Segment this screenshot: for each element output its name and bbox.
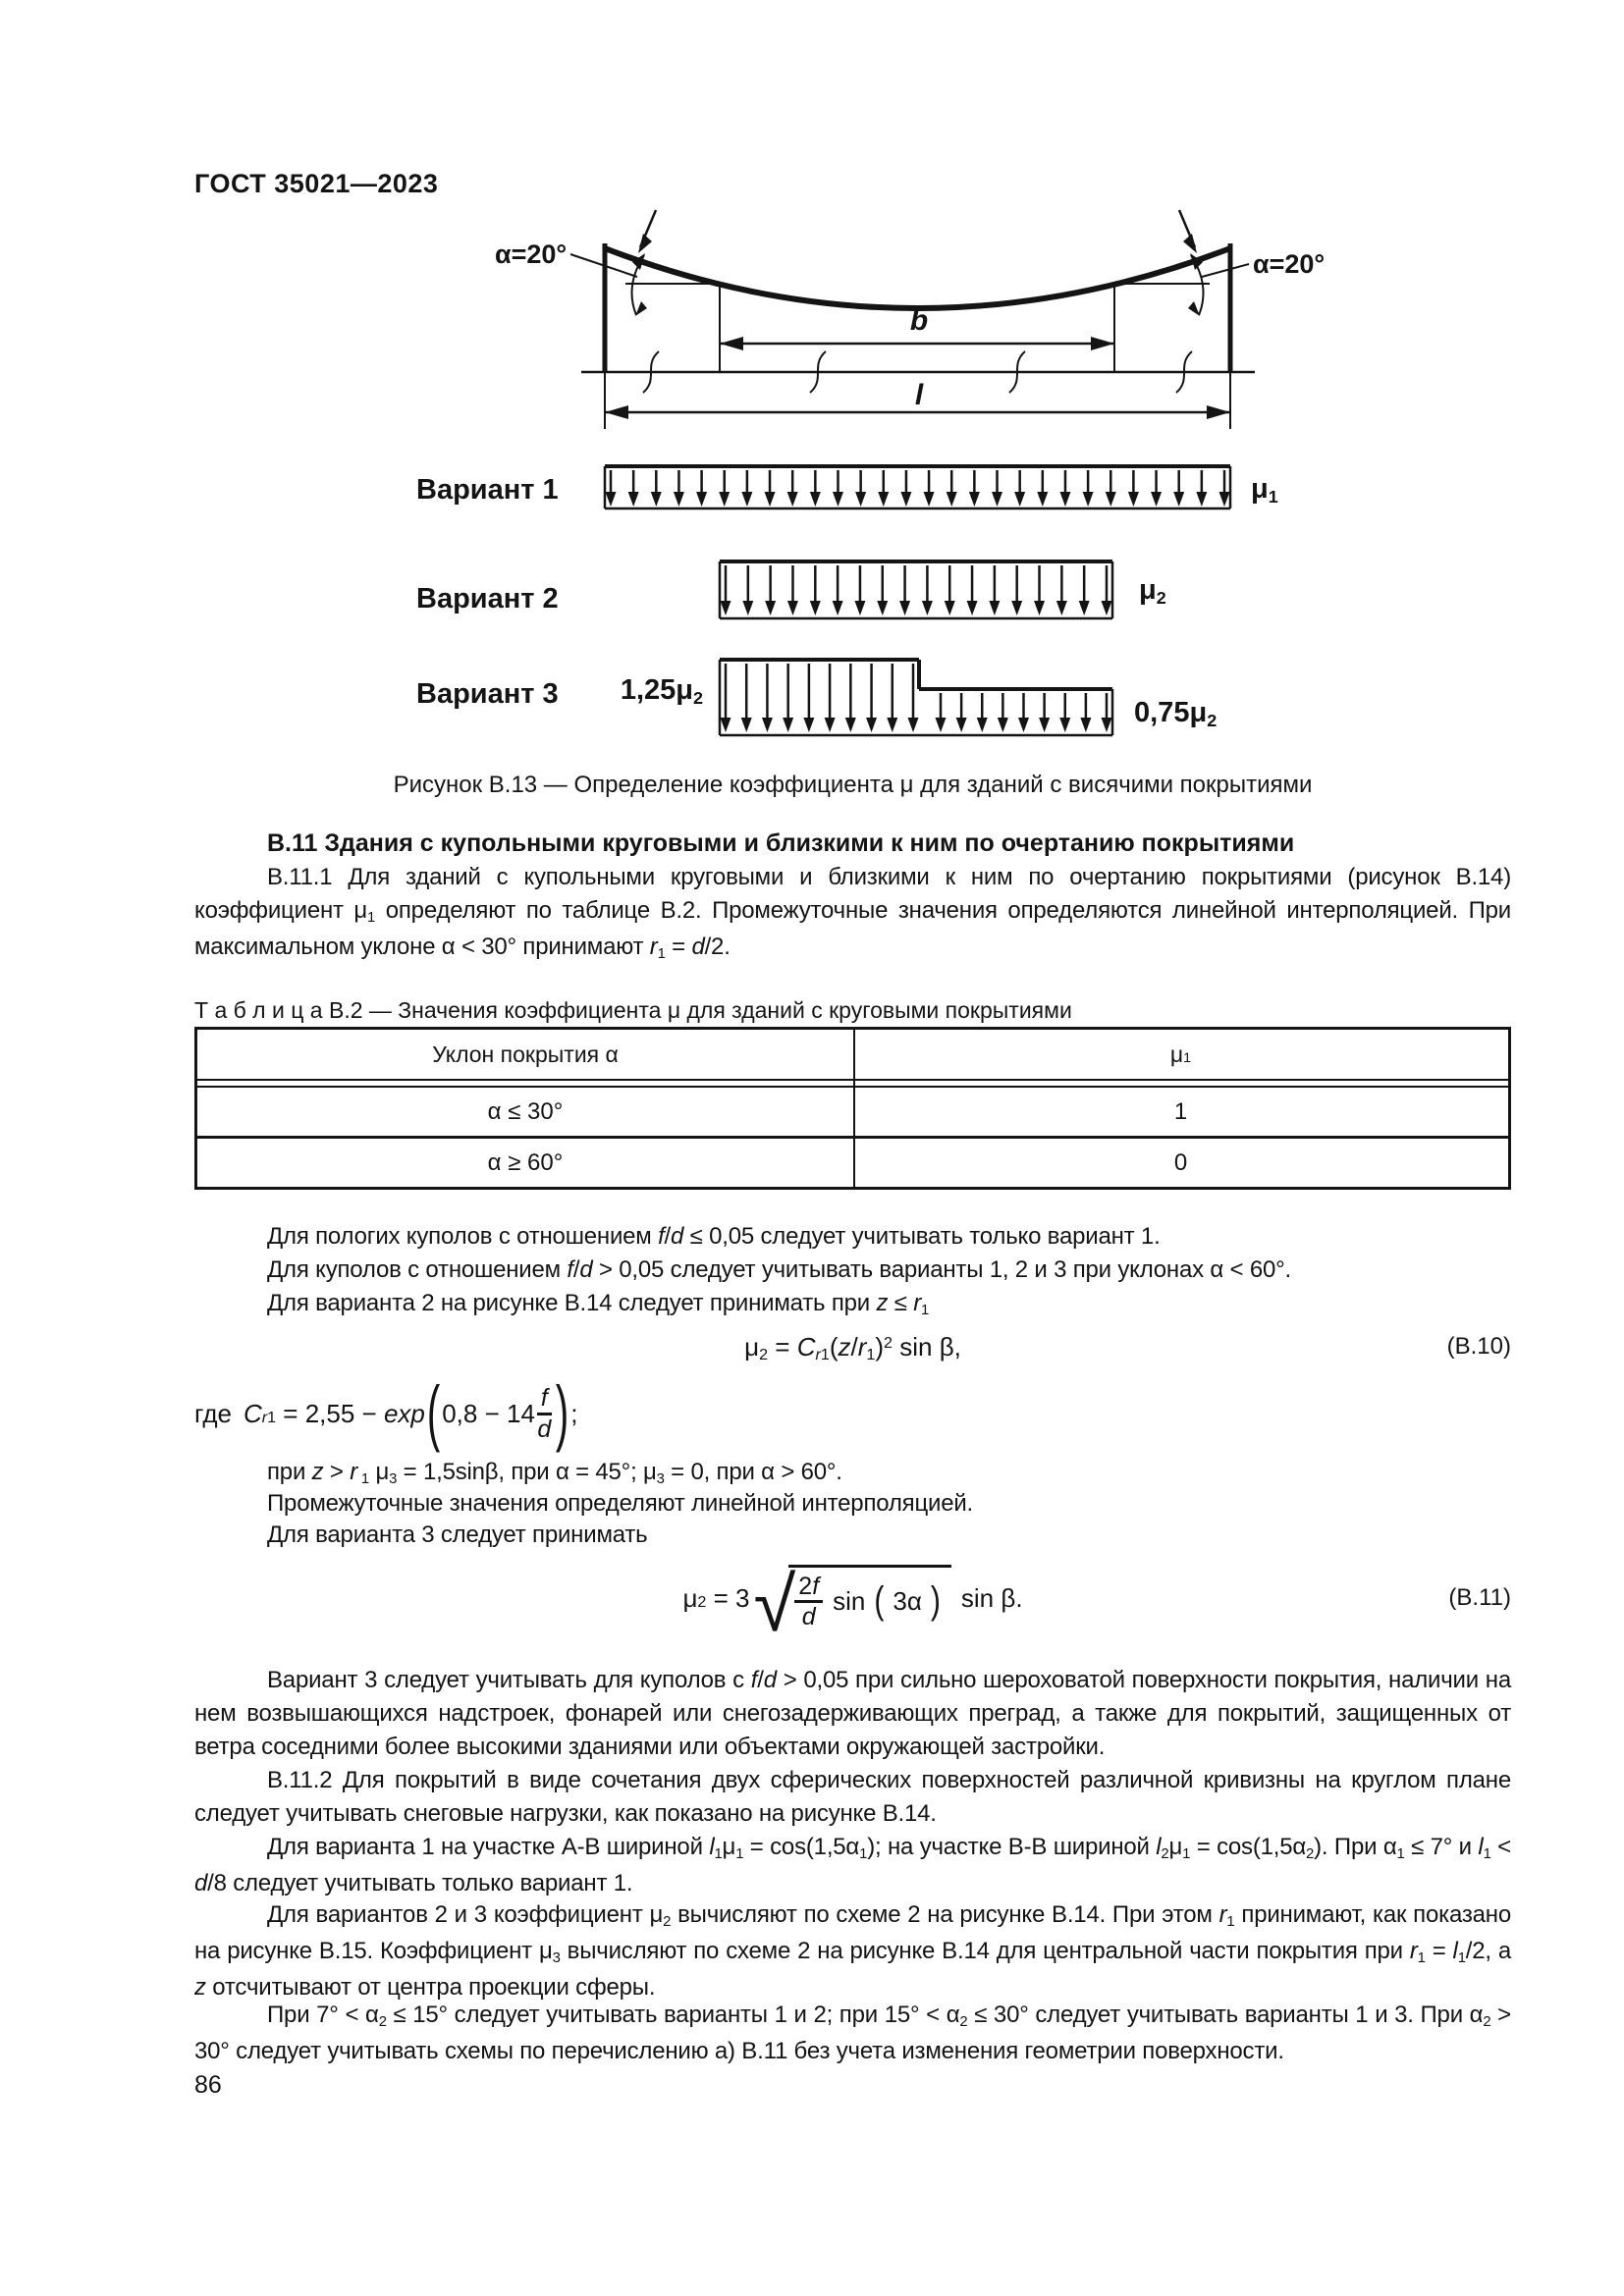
coef-075mu2-label: 0,75μ2 bbox=[1134, 697, 1218, 731]
table-double-rule bbox=[197, 1081, 1508, 1088]
line-steep-domes: Для куполов с отношением f/d > 0,05 следует учитывать варианты 1, 2 и 3 при уклонах α < 60°. bbox=[267, 1256, 1291, 1283]
figure-b13-diagram bbox=[0, 0, 1624, 883]
formula-b10-body: $\mu 2 = Cr1(z/r1)^2$ sin β, bbox=[744, 1331, 961, 1363]
line-variant2: Для варианта 2 на рисунке В.14 следует принимать при z ≤ r1 bbox=[267, 1290, 930, 1319]
line-interpolation: Промежуточные значения определяют линейной интерполяцией. bbox=[267, 1490, 974, 1517]
variant1-label: Вариант 1 bbox=[416, 474, 559, 506]
variant3-arrows-high bbox=[721, 664, 919, 732]
line-flat-domes: Для пологих куполов с отношением f/d ≤ 0,05 следует учитывать только вариант 1. bbox=[267, 1223, 1161, 1250]
fraction-f-d: $\frac{f}{d}$ bbox=[537, 1384, 552, 1443]
cell-mu-1: 1 bbox=[1173, 1097, 1188, 1125]
line-variant3-intro: Для варианта 3 следует принимать bbox=[267, 1522, 648, 1548]
paragraph-variant1-ab: Для варианта 1 на участке А-В шириной l1μ1 = cos(1,5α1); на участке В-В шириной l2μ1 = cos(1,5α2). При α1 ≤ 7° и l1 < d/8 следует учитывать только вариант 1. bbox=[194, 1834, 1511, 1896]
col-header-mu1: μ 1 bbox=[1169, 1041, 1192, 1067]
paragraph-b11-1: В.11.1 Для зданий с купольными круговыми и близкими к ним по очертанию покрытиями (рисунок В.14) коэффициент μ1 определяют по таблице В.2. Промежуточные значения определяются линейной интерполяцией. При максимальном уклоне α < 30° принимают r1 = d/2. bbox=[194, 864, 1511, 963]
alpha-right-leader bbox=[1202, 264, 1249, 277]
hanging-roof-curve bbox=[605, 248, 1230, 308]
variant1-arrows bbox=[606, 470, 1230, 507]
alpha-right-label: α=20° bbox=[1253, 249, 1326, 279]
paragraph-variant3: Вариант 3 следует учитывать для куполов с f/d > 0,05 при сильно шероховатой поверхности покрытия, наличии на нем возвышающихся надстроек, фонарей или снегозадерживающих преград, а также для покрытий, защищенных от ветра соседними более высокими зданиями или объектами окружающей застройки. bbox=[194, 1667, 1511, 1760]
mu1-label: μ1 bbox=[1251, 473, 1278, 507]
variant3-label: Вариант 3 bbox=[416, 678, 559, 710]
cell-slope-60: α ≥ 60° bbox=[487, 1148, 564, 1176]
figure-b13-caption: Рисунок В.13 — Определение коэффициента μ для зданий с висячими покрытиями bbox=[393, 772, 1313, 798]
dim-l-label: l bbox=[914, 379, 924, 411]
formula-b11-number: (В.11) bbox=[1448, 1584, 1511, 1611]
table-row bbox=[197, 1139, 1508, 1187]
variant3-arrows-low bbox=[936, 693, 1112, 732]
formula-where-cr1: где C r1 = 2,55 − exp ( 0,8 − 14 $\frac{f}{d}$ ) ; bbox=[194, 1373, 578, 1454]
cell-mu-0: 0 bbox=[1173, 1148, 1188, 1176]
cell-slope-30: α ≤ 30° bbox=[487, 1097, 564, 1125]
variant1-load-bar bbox=[605, 466, 1230, 508]
fraction-2f-d: $\frac{2f}{d}$ bbox=[794, 1574, 823, 1630]
formula-b11: μ 2 = 3 √ $\frac{2f}{d}$ sin ( 3α ) sin β. (В.11) bbox=[682, 1561, 1511, 1647]
table-b2 bbox=[194, 1027, 1511, 1190]
formula-b10 bbox=[194, 1327, 1511, 1366]
alpha-left-label: α=20° bbox=[495, 240, 568, 269]
mu2-label: μ2 bbox=[1139, 574, 1166, 609]
formula-b10-number: (В.10) bbox=[1446, 1333, 1511, 1360]
paragraph-variants23: Для вариантов 2 и 3 коэффициент μ2 вычисляют по схеме 2 на рисунке В.14. При этом r1 принимают, как показано на рисунке В.15. Коэффициент μ3 вычисляют по схеме 2 на рисунке В.14 для центральной части покрытия при r1 = l1/2, а z отсчитывают от центра проекции сферы. bbox=[194, 1901, 1511, 2001]
dim-b-label: b bbox=[909, 304, 929, 337]
section-heading-b11: В.11 Здания с купольными круговыми и близкими к ним по очертанию покрытиями bbox=[267, 829, 1295, 857]
col-header-slope: Уклон покрытия α bbox=[432, 1041, 619, 1067]
table-header-row bbox=[197, 1030, 1508, 1081]
square-root: √ $\frac{2f}{d}$ sin ( 3α ) bbox=[753, 1565, 950, 1632]
variant2-label: Вариант 2 bbox=[416, 583, 559, 614]
doc-number: ГОСТ 35021—2023 bbox=[194, 169, 439, 198]
paragraph-b11-2: В.11.2 Для покрытий в виде сочетания двух сферических поверхностей различной кривизны на круглом плане следует учитывать снеговые нагрузки, как показано на рисунке В.14. bbox=[194, 1767, 1511, 1827]
variant2-arrows bbox=[721, 565, 1112, 615]
where-word: где bbox=[194, 1398, 232, 1428]
line-pri-z: при z > r 1 μ3 = 1,5sinβ, при α = 45°; μ3 = 0, при α > 60°. bbox=[267, 1459, 842, 1488]
variant2-load-bar bbox=[720, 561, 1112, 618]
table-b2-label: Т а б л и ц а В.2 — Значения коэффициента μ для зданий с круговыми покрытиями bbox=[194, 997, 1072, 1023]
page-number: 86 bbox=[194, 2071, 222, 2099]
table-row bbox=[197, 1088, 1508, 1139]
paragraph-pri7: При 7° < α2 ≤ 15° следует учитывать варианты 1 и 2; при 15° < α2 ≤ 30° следует учитывать варианты 1 и 3. При α2 > 30° следует учитывать схемы по перечислению а) В.11 без учета изменения геометрии поверхности. bbox=[194, 2002, 1511, 2064]
coef-125mu2-label: 1,25μ2 bbox=[620, 674, 703, 709]
